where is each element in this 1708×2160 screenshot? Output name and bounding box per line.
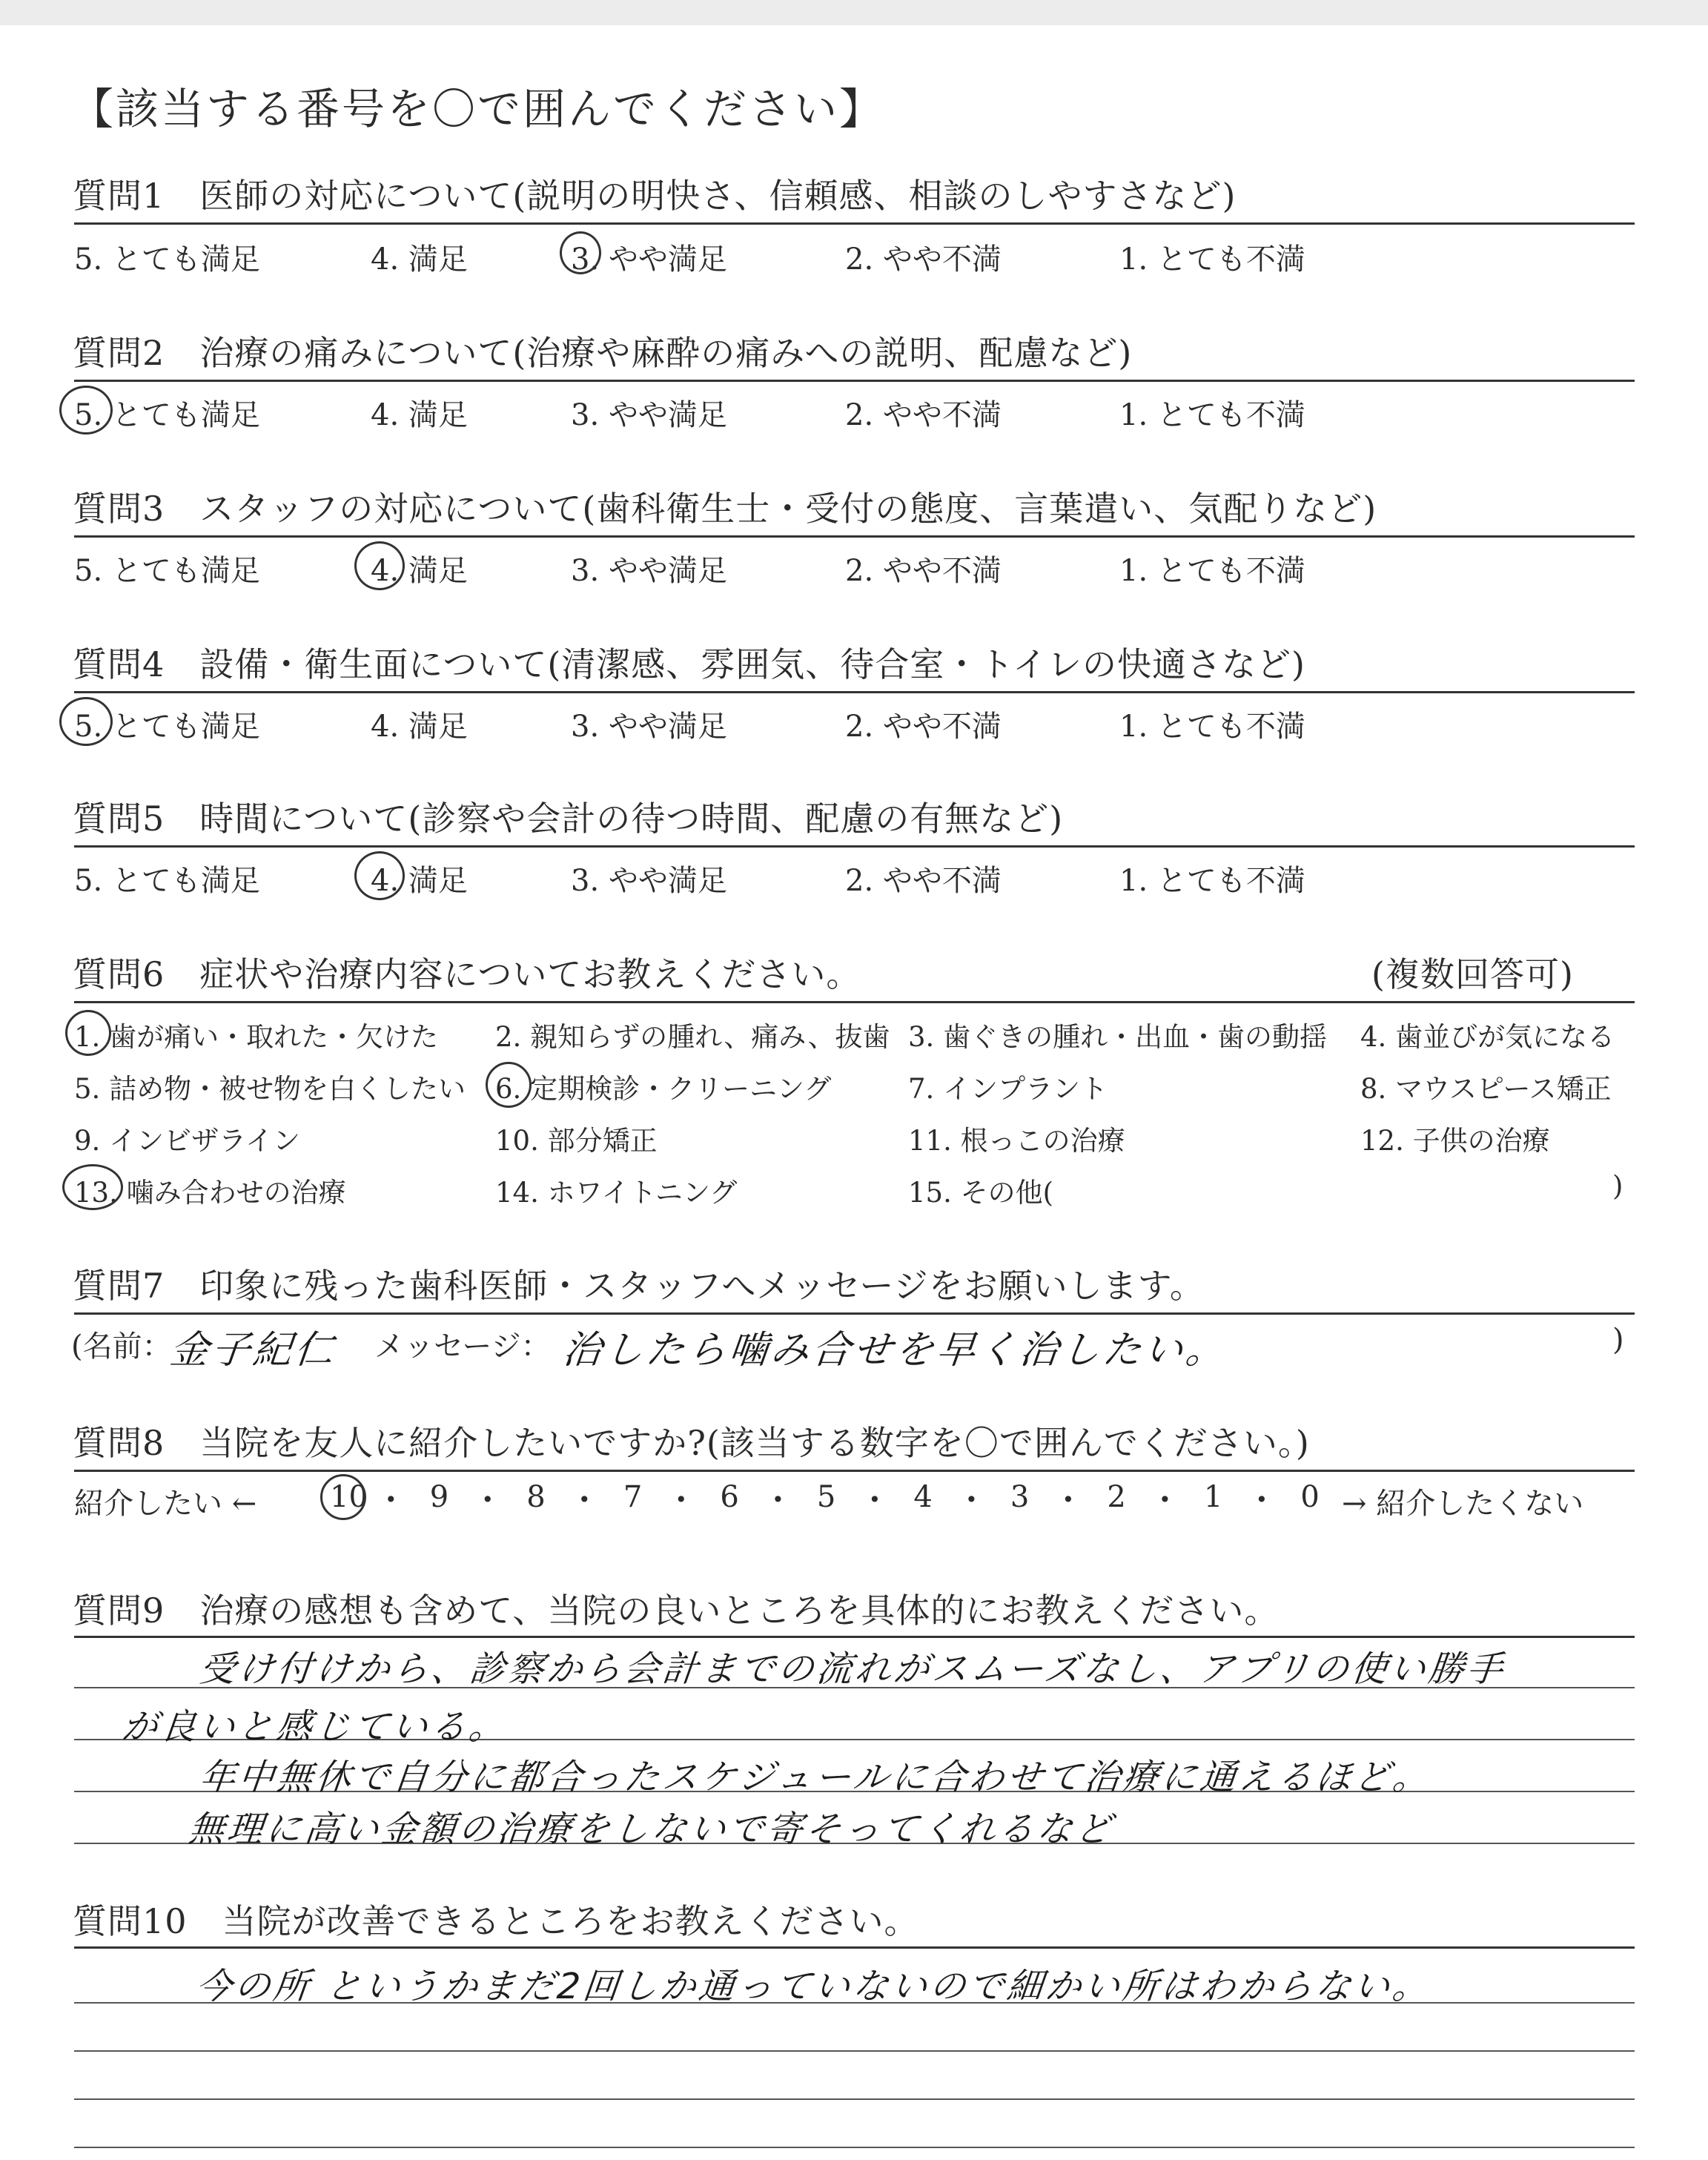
q8-dot: • bbox=[481, 1487, 494, 1512]
q6-option-15[interactable]: 15. その他( bbox=[908, 1177, 1054, 1209]
q8-number-1[interactable]: 1 bbox=[1203, 1480, 1223, 1514]
q7-close-paren: ) bbox=[1612, 1323, 1624, 1357]
q1-option-2[interactable]: 2. やや不満 bbox=[845, 242, 1002, 277]
q2-option-3[interactable]: 3. やや満足 bbox=[571, 398, 727, 432]
q8-dot: • bbox=[1062, 1487, 1075, 1512]
q6-title: 質問6 症状や治療内容についてお教えください。 bbox=[73, 954, 861, 994]
q1-option-1[interactable]: 1. とても不満 bbox=[1119, 242, 1305, 277]
q7-name-value[interactable]: 金子紀仁 bbox=[168, 1328, 339, 1373]
q6-selection-circle-1 bbox=[65, 1010, 111, 1056]
q8-number-4[interactable]: 4 bbox=[913, 1480, 933, 1514]
q6-option-13[interactable]: 13. 噛み合わせの治療 bbox=[74, 1177, 346, 1209]
q2-option-5[interactable]: 5. とても満足 bbox=[74, 398, 260, 432]
q8-dot: • bbox=[772, 1487, 784, 1512]
q9-answer-line-1[interactable]: 受け付けから、診察から会計までの流れがスムーズなし、アプリの使い勝手 bbox=[197, 1648, 1508, 1690]
q10-writing-line bbox=[74, 2050, 1635, 2052]
q7-message-label: メッセージ： bbox=[374, 1330, 551, 1364]
q3-selection-circle bbox=[354, 541, 405, 590]
q8-dot: • bbox=[965, 1487, 978, 1512]
q4-selection-circle bbox=[59, 697, 113, 746]
q6-option-8[interactable]: 8. マウスピース矯正 bbox=[1360, 1073, 1612, 1105]
q5-option-3[interactable]: 3. やや満足 bbox=[571, 864, 727, 898]
q3-option-3[interactable]: 3. やや満足 bbox=[571, 554, 727, 588]
q1-rule bbox=[74, 222, 1635, 225]
q6-other-close-paren: ) bbox=[1612, 1170, 1623, 1202]
q6-note: (複数回答可) bbox=[1371, 954, 1574, 994]
q3-title: 質問3 スタッフの対応について(歯科衛生士・受付の態度、言葉遣い、気配りなど) bbox=[73, 489, 1377, 529]
q5-option-5[interactable]: 5. とても満足 bbox=[74, 864, 260, 898]
q2-option-2[interactable]: 2. やや不満 bbox=[845, 398, 1002, 432]
q6-option-1[interactable]: 1. 歯が痛い・取れた・欠けた bbox=[74, 1021, 439, 1053]
q3-option-1[interactable]: 1. とても不満 bbox=[1119, 554, 1305, 588]
q3-option-4[interactable]: 4. 満足 bbox=[371, 554, 468, 588]
q8-dot: • bbox=[1159, 1487, 1171, 1512]
q8-number-9[interactable]: 9 bbox=[429, 1480, 449, 1514]
q7-message-value[interactable]: 治したら噛み合せを早く治したい。 bbox=[560, 1328, 1230, 1373]
q2-option-4[interactable]: 4. 満足 bbox=[371, 398, 468, 432]
q9-answer-line-2[interactable]: が良いと感じている。 bbox=[119, 1706, 510, 1748]
q7-name-label: (名前： bbox=[71, 1330, 172, 1364]
q5-rule bbox=[74, 845, 1635, 848]
q8-dot: • bbox=[578, 1487, 591, 1512]
q5-option-2[interactable]: 2. やや不満 bbox=[845, 864, 1002, 898]
q8-selection-circle bbox=[320, 1474, 366, 1520]
q8-dot: • bbox=[868, 1487, 881, 1512]
q3-option-2[interactable]: 2. やや不満 bbox=[845, 554, 1002, 588]
q4-option-3[interactable]: 3. やや満足 bbox=[571, 710, 727, 744]
q2-title: 質問2 治療の痛みについて(治療や麻酔の痛みへの説明、配慮など) bbox=[73, 333, 1133, 373]
q5-selection-circle bbox=[354, 851, 405, 900]
q4-option-5[interactable]: 5. とても満足 bbox=[74, 710, 260, 744]
q6-option-5[interactable]: 5. 詰め物・被せ物を白くしたい bbox=[74, 1073, 466, 1105]
q6-option-9[interactable]: 9. インビザライン bbox=[74, 1125, 300, 1157]
q5-option-4[interactable]: 4. 満足 bbox=[371, 864, 468, 898]
q8-dot: • bbox=[1255, 1487, 1268, 1512]
q6-option-12[interactable]: 12. 子供の治療 bbox=[1360, 1125, 1550, 1157]
q2-selection-circle bbox=[59, 386, 113, 435]
scan-top-edge bbox=[0, 0, 1708, 25]
q9-answer-line-3[interactable]: 年中無休で自分に都合ったスケジュールに合わせて治療に通えるほど。 bbox=[197, 1757, 1434, 1798]
q5-title: 質問5 時間について(診察や会計の待つ時間、配慮の有無など) bbox=[73, 799, 1064, 839]
q6-option-6[interactable]: 6. 定期検診・クリーニング bbox=[495, 1073, 832, 1105]
q4-option-2[interactable]: 2. やや不満 bbox=[845, 710, 1002, 744]
q1-selection-circle bbox=[560, 231, 601, 274]
q6-selection-circle-6 bbox=[486, 1062, 532, 1108]
q6-selection-circle-13 bbox=[62, 1164, 123, 1210]
q1-option-3[interactable]: 3. やや満足 bbox=[571, 242, 727, 277]
q8-number-6[interactable]: 6 bbox=[720, 1480, 739, 1514]
q8-dot: • bbox=[675, 1487, 688, 1512]
q8-number-7[interactable]: 7 bbox=[623, 1480, 643, 1514]
q1-option-4[interactable]: 4. 満足 bbox=[371, 242, 468, 277]
q8-dot: • bbox=[385, 1487, 397, 1512]
q10-rule bbox=[74, 1946, 1635, 1949]
q10-writing-line bbox=[74, 2098, 1635, 2100]
q6-rule bbox=[74, 1001, 1635, 1003]
q4-option-1[interactable]: 1. とても不満 bbox=[1119, 710, 1305, 744]
q8-number-0[interactable]: 0 bbox=[1300, 1480, 1320, 1514]
q8-left-label: 紹介したい ← bbox=[74, 1487, 257, 1521]
q7-title: 質問7 印象に残った歯科医師・スタッフへメッセージをお願いします。 bbox=[73, 1266, 1205, 1306]
q6-option-10[interactable]: 10. 部分矯正 bbox=[495, 1125, 658, 1157]
q6-option-14[interactable]: 14. ホワイトニング bbox=[495, 1177, 738, 1209]
q4-rule bbox=[74, 691, 1635, 693]
q8-number-5[interactable]: 5 bbox=[816, 1480, 836, 1514]
q8-title: 質問8 当院を友人に紹介したいですか?(該当する数字を〇で囲んでください。) bbox=[73, 1423, 1310, 1463]
q9-title: 質問9 治療の感想も含めて、当院の良いところを具体的にお教えください。 bbox=[73, 1591, 1280, 1631]
q8-number-2[interactable]: 2 bbox=[1107, 1480, 1126, 1514]
q9-answer-line-4[interactable]: 無理に高い金額の治療をしないで寄そってくれるなど bbox=[186, 1809, 1116, 1850]
q10-title: 質問10 当院が改善できるところをお教えください。 bbox=[73, 1901, 919, 1941]
q6-option-3[interactable]: 3. 歯ぐきの腫れ・出血・歯の動揺 bbox=[908, 1021, 1328, 1053]
q3-option-5[interactable]: 5. とても満足 bbox=[74, 554, 260, 588]
q6-option-7[interactable]: 7. インプラント bbox=[908, 1073, 1108, 1105]
q2-rule bbox=[74, 380, 1635, 382]
q1-title: 質問1 医師の対応について(説明の明快さ、信頼感、相談のしやすさなど) bbox=[73, 176, 1237, 216]
q7-rule bbox=[74, 1312, 1635, 1315]
q6-option-11[interactable]: 11. 根っこの治療 bbox=[908, 1125, 1125, 1157]
q10-answer-line-1[interactable]: 今の所 というかまだ2回しか通っていないので細かい所はわからない。 bbox=[193, 1966, 1434, 2007]
form-heading: 【該当する番号を〇で囲んでください】 bbox=[70, 84, 885, 134]
q6-option-4[interactable]: 4. 歯並びが気になる bbox=[1360, 1021, 1615, 1053]
q10-writing-line bbox=[74, 2147, 1635, 2148]
q8-right-label: → 紹介したくない bbox=[1342, 1487, 1584, 1521]
q5-option-1[interactable]: 1. とても不満 bbox=[1119, 864, 1305, 898]
q1-option-5[interactable]: 5. とても満足 bbox=[74, 242, 260, 277]
q4-title: 質問4 設備・衛生面について(清潔感、雰囲気、待合室・トイレの快適さなど) bbox=[73, 644, 1305, 684]
q4-option-4[interactable]: 4. 満足 bbox=[371, 710, 468, 744]
q8-number-10[interactable]: 10 bbox=[330, 1480, 368, 1514]
q8-number-8[interactable]: 8 bbox=[526, 1480, 546, 1514]
q8-scale bbox=[330, 1480, 1323, 1514]
q8-number-3[interactable]: 3 bbox=[1010, 1480, 1030, 1514]
q8-rule bbox=[74, 1470, 1635, 1472]
q9-rule bbox=[74, 1636, 1635, 1638]
q2-option-1[interactable]: 1. とても不満 bbox=[1119, 398, 1305, 432]
q6-option-2[interactable]: 2. 親知らずの腫れ、痛み、抜歯 bbox=[495, 1021, 890, 1053]
q3-rule bbox=[74, 535, 1635, 538]
